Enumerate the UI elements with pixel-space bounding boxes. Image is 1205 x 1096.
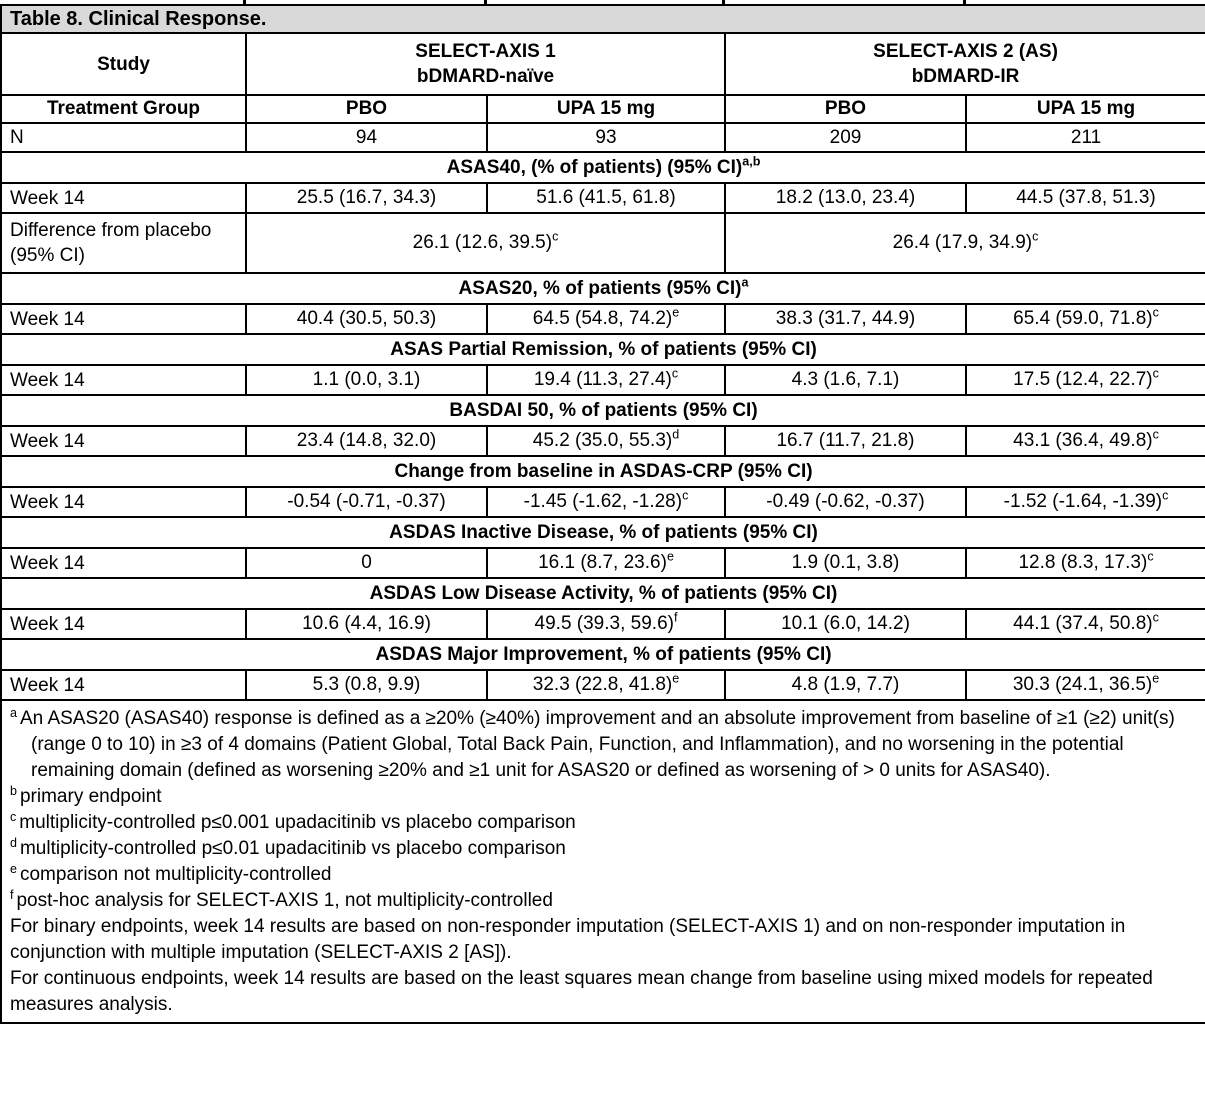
value-cell — [725, 304, 966, 334]
footnote-text: multiplicity-controlled p≤0.01 upadacitinib vs placebo comparison — [19, 838, 566, 859]
cell-text: -0.49 (-0.62, -0.37) — [766, 491, 925, 512]
value-cell — [966, 487, 1205, 517]
section-header-row — [1, 334, 1205, 365]
footnote-marker: e — [672, 305, 680, 320]
value-cell — [487, 426, 725, 456]
value-cell — [246, 487, 487, 517]
footnote-text: multiplicity-controlled p≤0.001 upadacitinib vs placebo comparison — [19, 812, 576, 833]
value-cell — [966, 609, 1205, 639]
n-value: 211 — [966, 123, 1205, 152]
footnote-text: post-hoc analysis for SELECT-AXIS 1, not multiplicity-controlled — [16, 890, 553, 911]
footnote-marker: a,b — [742, 154, 761, 169]
cell-text: 64.5 (54.8, 74.2) — [532, 308, 673, 329]
cell-text: 12.8 (8.3, 17.3) — [1018, 552, 1148, 573]
value-cell — [487, 304, 725, 334]
value-cell — [246, 609, 487, 639]
cell-text: 44.5 (37.8, 51.3) — [1016, 187, 1156, 208]
section-header-row — [1, 152, 1205, 183]
value-cell — [725, 548, 966, 578]
study-header-row — [1, 33, 1205, 95]
cell-text: 19.4 (11.3, 27.4) — [533, 369, 672, 390]
row-label: Week 14 — [1, 487, 246, 517]
cell-text: 32.3 (22.8, 41.8) — [532, 674, 673, 695]
table-row — [1, 213, 1205, 273]
column-border-tick — [963, 0, 966, 4]
row-label: Week 14 — [1, 365, 246, 395]
footnote-marker: c — [1162, 488, 1169, 503]
table-title-row — [1, 5, 1205, 33]
value-cell — [725, 183, 966, 213]
footnote-text: comparison not multiplicity-controlled — [19, 864, 332, 885]
footnote-marker: e — [1152, 671, 1160, 686]
footnote-letter: b — [10, 783, 17, 798]
value-cell — [246, 426, 487, 456]
row-label: Week 14 — [1, 304, 246, 334]
column-border-tick — [243, 0, 246, 4]
footnotes-block — [10, 706, 1197, 1018]
section-header-row — [1, 456, 1205, 487]
table-row — [1, 304, 1205, 334]
cell-text: -0.54 (-0.71, -0.37) — [287, 491, 446, 512]
section-header-row — [1, 578, 1205, 609]
footnote-letter: f — [10, 887, 14, 902]
cell-text: 17.5 (12.4, 22.7) — [1013, 369, 1153, 390]
row-label: Week 14 — [1, 426, 246, 456]
cell-text: 25.5 (16.7, 34.3) — [296, 187, 437, 208]
value-cell — [487, 365, 725, 395]
value-cell — [246, 213, 725, 273]
row-label: Difference from placebo (95% CI) — [1, 213, 246, 273]
cell-text: 38.3 (31.7, 44.9) — [775, 308, 916, 329]
column-header-upa-2: UPA 15 mg — [966, 95, 1205, 123]
footnote — [10, 862, 1197, 888]
footnote — [10, 888, 1197, 914]
section-header — [1, 578, 1205, 609]
value-cell — [487, 670, 725, 700]
value-cell — [487, 609, 725, 639]
value-cell — [966, 426, 1205, 456]
cropped-row-border-ticks — [0, 0, 1205, 4]
value-cell — [966, 548, 1205, 578]
cell-text: -1.45 (-1.62, -1.28) — [523, 491, 683, 512]
n-label: N — [1, 123, 246, 152]
footnote — [10, 784, 1197, 810]
cell-text: -1.52 (-1.64, -1.39) — [1003, 491, 1163, 512]
table-row — [1, 426, 1205, 456]
footnotes-cell — [1, 700, 1205, 1023]
footnote-marker: a — [741, 275, 749, 290]
cell-text: 23.4 (14.8, 32.0) — [296, 430, 437, 451]
value-cell — [725, 670, 966, 700]
column-border-tick — [484, 0, 487, 4]
group2-header-cell — [725, 33, 1205, 95]
value-cell — [725, 487, 966, 517]
value-cell — [246, 548, 487, 578]
footnote — [10, 836, 1197, 862]
footnote-letter: c — [10, 809, 17, 824]
value-cell — [246, 183, 487, 213]
cell-text: 16.7 (11.7, 21.8) — [776, 430, 915, 451]
section-header-row — [1, 639, 1205, 670]
cell-text: 65.4 (59.0, 71.8) — [1013, 308, 1153, 329]
row-label: Week 14 — [1, 670, 246, 700]
table-title: Table 8. Clinical Response. — [1, 5, 1205, 33]
methods-paragraph: For continuous endpoints, week 14 results are based on the least squares mean change from baseline using mixed models for repeated measures analysis. — [10, 968, 1153, 1015]
study-label-cell: Study — [1, 33, 246, 95]
cell-text: 10.1 (6.0, 14.2) — [781, 613, 910, 634]
cell-text: 49.5 (39.3, 59.6) — [534, 613, 674, 634]
table-row — [1, 548, 1205, 578]
cell-text: 4.8 (1.9, 7.7) — [791, 674, 900, 695]
cell-text: 0 — [361, 552, 372, 573]
section-header-row — [1, 517, 1205, 548]
table-row — [1, 670, 1205, 700]
section-header — [1, 334, 1205, 365]
value-cell — [246, 304, 487, 334]
value-cell — [725, 365, 966, 395]
cell-text: ASAS20, % of patients (95% CI) — [458, 277, 742, 299]
cell-text: ASDAS Inactive Disease, % of patients (95% CI) — [389, 521, 818, 543]
cell-text: BASDAI 50, % of patients (95% CI) — [449, 399, 758, 421]
cell-text: ASDAS Low Disease Activity, % of patients (95% CI) — [369, 582, 838, 604]
table-row — [1, 365, 1205, 395]
cell-text: ASAS40, (% of patients) (95% CI) — [446, 156, 743, 178]
value-cell — [487, 487, 725, 517]
value-cell — [246, 365, 487, 395]
table-row — [1, 487, 1205, 517]
cell-text: 44.1 (37.4, 50.8) — [1013, 613, 1153, 634]
cell-text: ASDAS Major Improvement, % of patients (95% CI) — [375, 643, 832, 665]
footnote-marker: f — [673, 610, 678, 625]
value-cell — [966, 670, 1205, 700]
footnote-marker: c — [1152, 610, 1159, 625]
cell-text: 26.1 (12.6, 39.5) — [412, 232, 553, 253]
treatment-group-label: Treatment Group — [1, 95, 246, 123]
group1-header-cell — [246, 33, 725, 95]
value-cell — [966, 183, 1205, 213]
clinical-response-table — [0, 4, 1205, 1024]
column-header-pbo-1: PBO — [246, 95, 487, 123]
section-header — [1, 273, 1205, 304]
cell-text: 43.1 (36.4, 49.8) — [1013, 430, 1153, 451]
value-cell — [966, 365, 1205, 395]
section-header — [1, 395, 1205, 426]
value-cell — [487, 183, 725, 213]
treatment-group-row — [1, 95, 1205, 123]
n-row — [1, 123, 1205, 152]
footnote-marker: c — [1152, 427, 1159, 442]
cell-text: Change from baseline in ASDAS-CRP (95% CI) — [394, 460, 813, 482]
group2-name: SELECT-AXIS 2 (AS) — [873, 41, 1058, 62]
section-header-row — [1, 273, 1205, 304]
footnote-marker: c — [552, 229, 559, 244]
section-header — [1, 152, 1205, 183]
group1-population: bDMARD-naïve — [416, 66, 555, 87]
footnote-text: An ASAS20 (ASAS40) response is defined as a ≥20% (≥40%) improvement and an absolute improvement from baseline of ≥1 (≥2) unit(s) (range 0 to 10) in ≥3 of 4 domains (Patient Global, Total Back Pain, Function, and Inflammation), and no worsening in the potential remaining domain (defined as worsening ≥20% and ≥1 unit for ASAS20 or defined as worsening of > 0 units for ASAS40). — [19, 708, 1175, 781]
section-header-row — [1, 395, 1205, 426]
footnote — [10, 706, 1197, 784]
cell-text: 16.1 (8.7, 23.6) — [538, 552, 667, 573]
row-label: Week 14 — [1, 548, 246, 578]
cell-text: ASAS Partial Remission, % of patients (95% CI) — [390, 338, 817, 360]
footnote — [10, 810, 1197, 836]
footnote-letter: d — [10, 835, 17, 850]
section-header — [1, 639, 1205, 670]
table-row — [1, 183, 1205, 213]
value-cell — [246, 670, 487, 700]
value-cell — [725, 213, 1205, 273]
cell-text: 30.3 (24.1, 36.5) — [1012, 674, 1153, 695]
cell-text: 1.9 (0.1, 3.8) — [791, 552, 900, 573]
footnotes-row — [1, 700, 1205, 1023]
n-value: 209 — [725, 123, 966, 152]
cell-text: 18.2 (13.0, 23.4) — [775, 187, 916, 208]
row-label: Week 14 — [1, 609, 246, 639]
n-value: 93 — [487, 123, 725, 152]
cell-text: 40.4 (30.5, 50.3) — [296, 308, 437, 329]
value-cell — [725, 609, 966, 639]
footnote-marker: c — [671, 366, 679, 381]
group2-population: bDMARD-IR — [911, 66, 1020, 87]
footnote-letter: a — [10, 705, 17, 720]
group1-name: SELECT-AXIS 1 — [415, 41, 556, 62]
row-label: Week 14 — [1, 183, 246, 213]
footnote-marker: c — [1147, 549, 1154, 564]
cell-text: 1.1 (0.0, 3.1) — [312, 369, 421, 390]
value-cell — [487, 548, 725, 578]
footnote-marker: c — [1152, 305, 1159, 320]
footnote-marker: d — [672, 427, 680, 442]
column-border-tick — [722, 0, 725, 4]
footnote-marker: e — [672, 671, 680, 686]
column-header-upa-1: UPA 15 mg — [487, 95, 725, 123]
cell-text: 5.3 (0.8, 9.9) — [312, 674, 421, 695]
section-header — [1, 456, 1205, 487]
methods-paragraph: For binary endpoints, week 14 results are based on non-responder imputation (SELECT-AXIS 1) and on non-responder imputation in conjunction with multiple imputation (SELECT-AXIS 2 [AS]). — [10, 916, 1126, 963]
footnote-marker: c — [1032, 229, 1039, 244]
column-header-pbo-2: PBO — [725, 95, 966, 123]
value-cell — [966, 304, 1205, 334]
n-value: 94 — [246, 123, 487, 152]
section-header — [1, 517, 1205, 548]
footnote-marker: c — [1152, 366, 1159, 381]
cell-text: 51.6 (41.5, 61.8) — [536, 187, 676, 208]
table-row — [1, 609, 1205, 639]
footnote-text: primary endpoint — [19, 786, 162, 807]
footnote-marker: e — [666, 549, 674, 564]
value-cell — [725, 426, 966, 456]
footnote-letter: e — [10, 861, 17, 876]
cell-text: 26.4 (17.9, 34.9) — [892, 232, 1033, 253]
footnote-marker: c — [682, 488, 689, 503]
cell-text: 10.6 (4.4, 16.9) — [302, 613, 431, 634]
cell-text: 45.2 (35.0, 55.3) — [532, 430, 673, 451]
cell-text: 4.3 (1.6, 7.1) — [791, 369, 900, 390]
